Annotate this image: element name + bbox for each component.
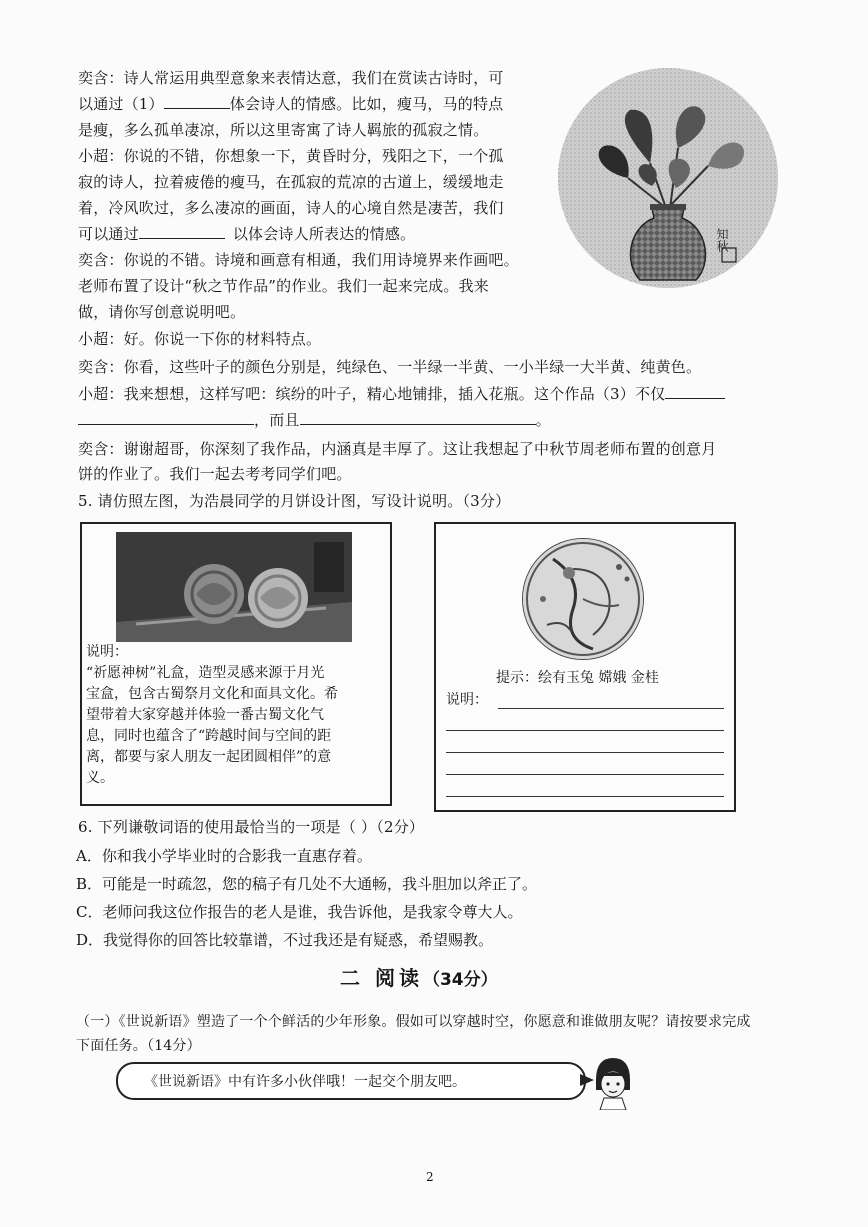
dialogue-line-12: 奕含：你看，这些叶子的颜色分别是，纯绿色、一半绿一半黄、一小半绿一大半黄、纯黄色。 [78,358,702,376]
example-line-6: 义。 [86,770,114,786]
ginkgo-vase-illustration [558,68,778,288]
dialogue-line-14a: ，而且 [254,411,300,429]
dialogue-line-11: 小超：好。你说一下你的材料特点。 [78,330,322,348]
answer-blank-3a[interactable] [665,384,725,399]
mooncake-svg [116,532,352,642]
speech-bubble-text: 《世说新语》中有许多小伙伴哦！一起交个朋友吧。 [144,1074,466,1090]
stamp-text: 知秋 [715,228,729,252]
example-line-3: 望带着大家穿越并体验一番古蜀文化气 [86,707,324,723]
dialogue-line-7b: 以体会诗人所表达的情感。 [232,225,416,243]
answer-blank-3c[interactable] [300,410,536,425]
part1-line-2: 下面任务。（14分） [76,1038,201,1054]
dialogue-line-2b: 体会诗人的情感。比如，瘦马，马的特点 [229,95,504,113]
q6-option-a[interactable]: A．你和我小学毕业时的合影我一直惠存着。 [76,847,372,865]
part1-line-1: （一）《世说新语》塑造了一个个鲜活的少年形象。假如可以穿越时空，你愿意和谁做朋友呢？请按要求完成 [76,1014,751,1030]
dialogue-line-3: 是瘦，多么孤单凄凉，所以这里寄寓了诗人羁旅的孤寂之情。 [78,121,489,139]
dialogue-line-7a: 可以通过 [78,225,139,243]
q6-option-b[interactable]: B．可能是一时疏忽，您的稿子有几处不大通畅，我斗胆加以斧正了。 [76,875,538,893]
dialogue-line-2a: 以通过（1） [78,95,164,113]
answer-line-2[interactable] [446,730,724,731]
example-label: 说明： [86,644,128,660]
q5-prompt: 5. 请仿照左图，为浩晨同学的月饼设计图，写设计说明。（3分） [78,492,511,510]
example-design-box [80,522,392,806]
answer-design-box [434,522,736,812]
dialogue-line-13-text: 小超：我来想想，这样写吧：缤纷的叶子，精心地铺排，插入花瓶。这个作品（3）不仅 [78,385,666,403]
dialogue-line-15: 奕含：谢谢超哥，你深刻了我作品，内涵真是丰厚了。这让我想起了中秋节周老师布置的创意月 [78,440,717,458]
dialogue-line-1: 奕含：诗人常运用典型意象来表情达意，我们在赏读古诗时，可 [78,69,504,87]
answer-line-5[interactable] [446,796,724,797]
dialogue-line-14b: 。 [535,411,551,429]
dialogue-line-16: 饼的作业了。我们一起去考考同学们吧。 [78,465,352,483]
answer-line-1[interactable] [498,708,724,709]
answer-blank-2[interactable] [139,224,225,239]
dialogue-line-8: 奕含：你说的不错。诗境和画意有相通，我们用诗境界来作画吧。 [78,251,519,269]
dialogue-line-7 [78,224,415,244]
dialogue-line-6: 着，冷风吹过，多么凄凉的画面，诗人的心境自然是凄苦，我们 [78,199,504,217]
section-title: 二 阅读 [340,966,423,990]
girl-avatar-svg [592,1054,634,1110]
speech-bubble [116,1062,586,1100]
dialogue-line-9: 老师布置了设计“秋之节作品”的作业。我们一起来完成。我来 [78,277,489,295]
dialogue-line-4: 小超：你说的不错，你想象一下，黄昏时分，残阳之下，一个孤 [78,147,504,165]
answer-line-3[interactable] [446,752,724,753]
answer-label: 说明： [446,692,488,708]
dialogue-line-2 [78,94,503,114]
design-hint: 提示：绘有玉兔 嫦娥 金桂 [496,670,659,686]
dialogue-line-13 [78,384,725,404]
answer-line-4[interactable] [446,774,724,775]
moon-goddess-svg [523,539,643,659]
example-line-4: 息，同时也蕴含了“跨越时间与空间的距 [86,728,332,744]
page-number: 2 [426,1170,434,1184]
section-heading [340,962,498,991]
example-line-1: “祈愿神树”礼盒，造型灵感来源于月光 [86,665,325,681]
moon-goddess-illustration [522,538,644,660]
q6-prompt: 6. 下列谦敬词语的使用最恰当的一项是（ ）（2分） [78,818,425,836]
dialogue-line-14 [78,410,551,430]
dialogue-line-5: 寂的诗人，拉着疲倦的瘦马，在孤寂的荒凉的古道上，缓缓地走 [78,173,504,191]
girl-avatar [592,1054,634,1110]
example-line-2: 宝盒，包含古蜀祭月文化和面具文化。希 [86,686,338,702]
dialogue-line-10: 做，请你写创意说明吧。 [78,303,246,321]
answer-blank-3b[interactable] [78,410,254,425]
example-line-5: 离，都要与家人朋友一起团圆相伴”的意 [86,749,332,765]
mooncake-photo [116,532,352,642]
q6-option-c[interactable]: C．老师问我这位作报告的老人是谁，我告诉他，是我家令尊大人。 [76,903,523,921]
section-score: （34分） [422,970,498,990]
ginkgo-vase-svg [558,68,778,288]
answer-blank-1[interactable] [164,94,230,109]
q6-option-d[interactable]: D．我觉得你的回答比较靠谱，不过我还是有疑惑，希望赐教。 [76,931,494,949]
